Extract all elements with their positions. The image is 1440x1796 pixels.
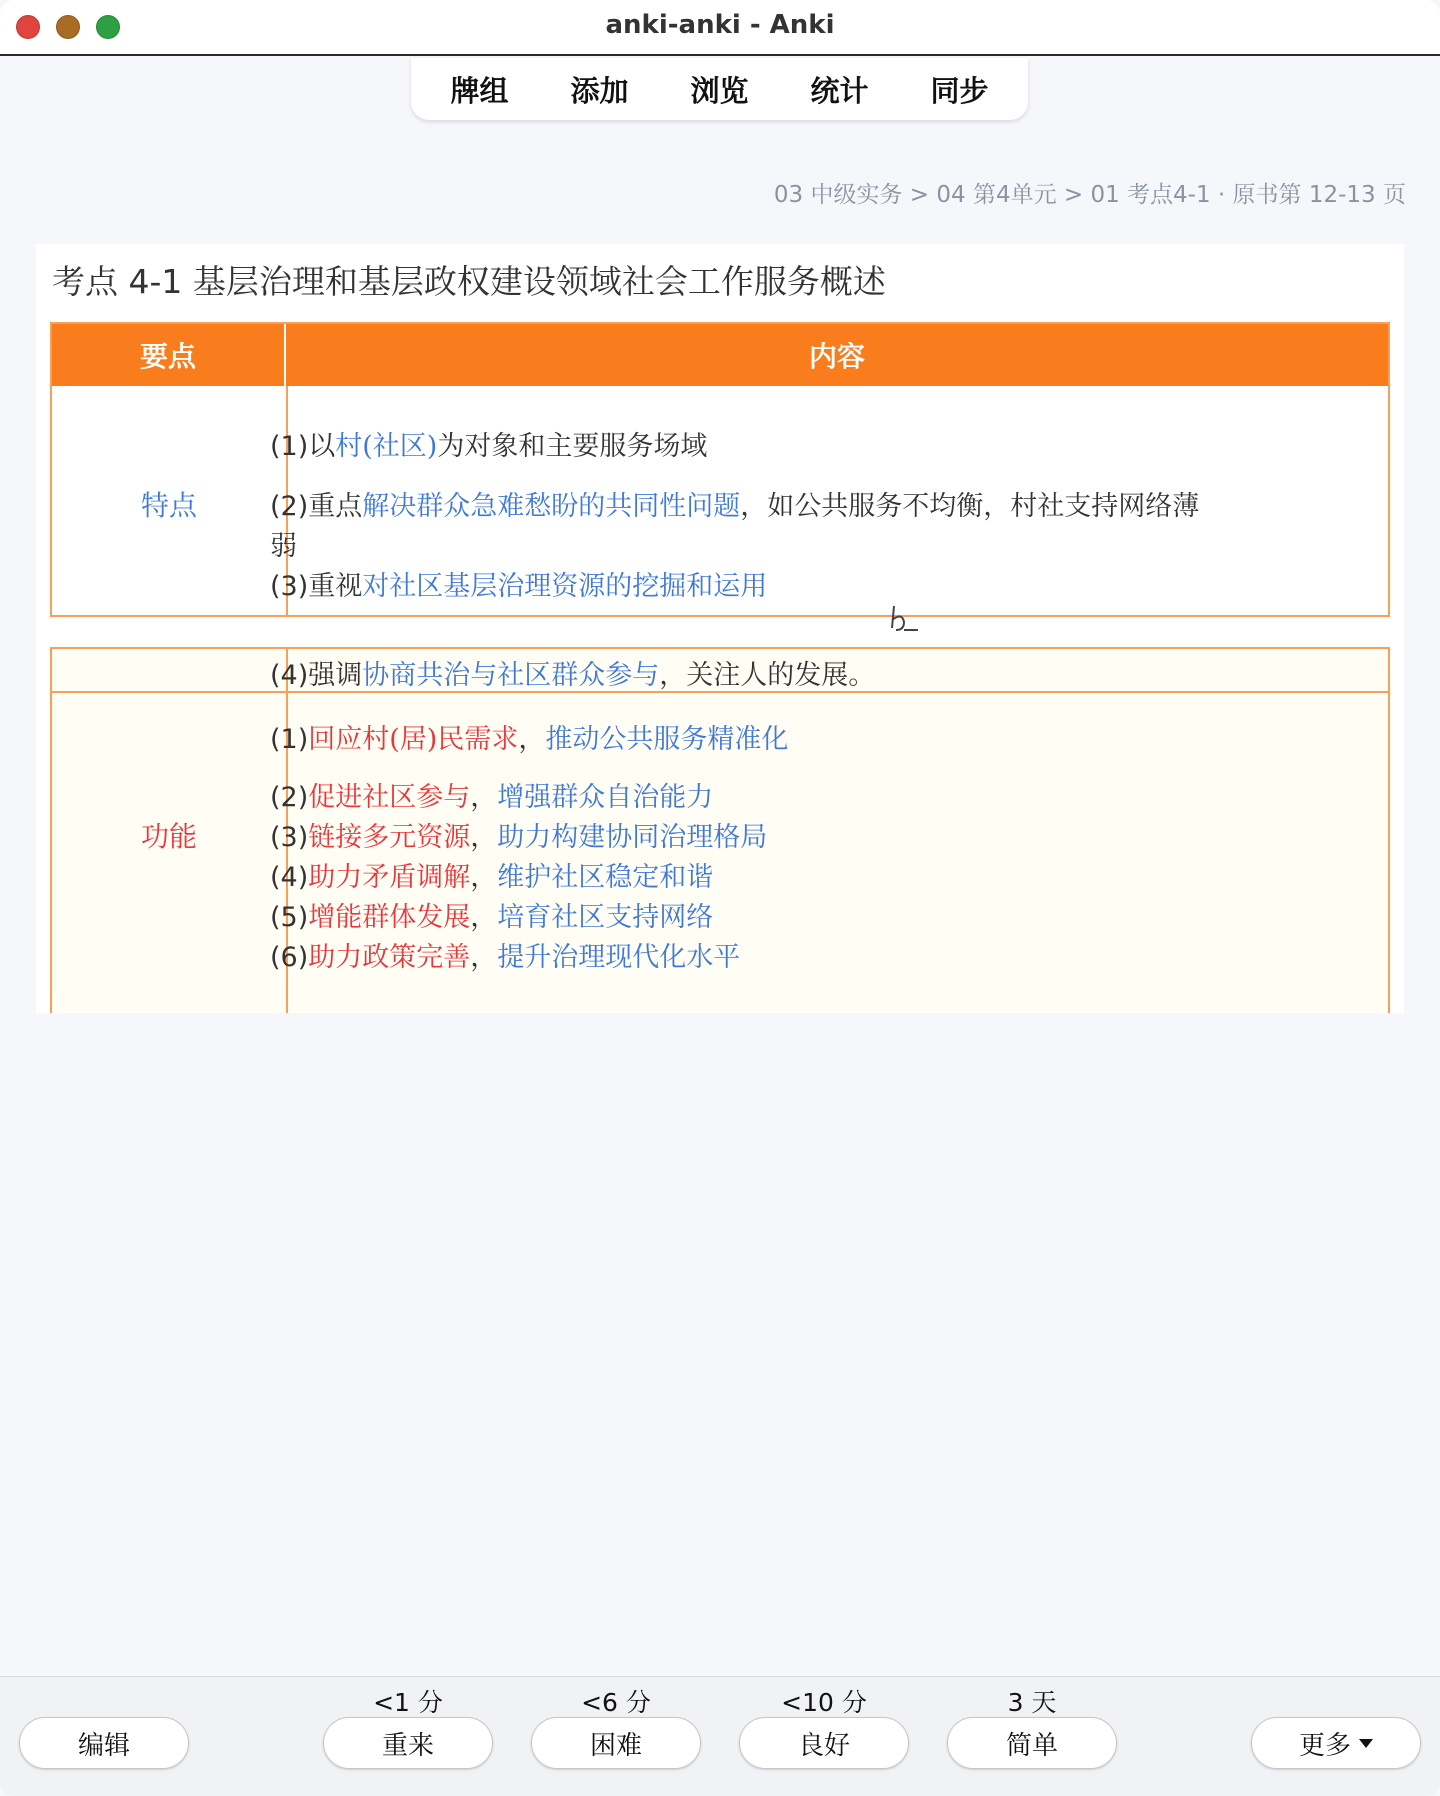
function-line-6: (6)助力政策完善，提升治理现代化水平 <box>270 942 741 973</box>
function-line-4: (4)助力矛盾调解，维护社区稳定和谐 <box>270 862 714 893</box>
more-button[interactable] <box>1251 1717 1421 1769</box>
header-key: 要点 <box>52 324 286 386</box>
card-heading: 考点 4-1 基层治理和基层政权建设领域社会工作服务概述 <box>52 262 886 301</box>
easy-interval: 3 天 <box>1007 1688 1057 1717</box>
feature-line-2: (2)重点解决群众急难愁盼的共同性问题，如公共服务不均衡，村社支持网络薄 <box>270 491 1200 522</box>
card-content <box>36 244 1404 1013</box>
good-interval: <10 分 <box>781 1688 867 1717</box>
title-bar <box>0 0 1440 56</box>
feature-line-3: (3)重视对社区基层治理资源的挖掘和运用 <box>270 571 768 602</box>
row-divider <box>52 691 1388 693</box>
function-table <box>50 647 1390 1013</box>
feature-table <box>50 322 1390 617</box>
card-breadcrumb: 03 中级实务 > 04 第4单元 > 01 考点4-1 · 原书第 12-13 页 <box>773 182 1406 208</box>
dropdown-caret-icon <box>1359 1739 1373 1748</box>
function-line-3: (3)链接多元资源，助力构建协同治理格局 <box>270 822 768 853</box>
good-button[interactable]: 良好 <box>739 1717 909 1769</box>
handwritten-mark-icon <box>888 600 928 636</box>
toolbar-add[interactable]: 添加 <box>570 73 629 108</box>
header-content: 内容 <box>808 340 865 373</box>
again-button[interactable]: 重来 <box>323 1717 493 1769</box>
toolbar-decks[interactable]: 牌组 <box>450 73 509 108</box>
more-button-label: 更多 <box>1298 1730 1351 1761</box>
toolbar-stats[interactable]: 统计 <box>810 73 869 108</box>
answer-bar <box>0 1676 1440 1796</box>
hard-interval: <6 分 <box>581 1688 651 1717</box>
hard-button[interactable]: 困难 <box>531 1717 701 1769</box>
feature-line-2-cont: 弱 <box>270 531 297 562</box>
again-interval: <1 分 <box>373 1688 443 1717</box>
feature-label: 特点 <box>140 489 197 522</box>
main-toolbar <box>411 58 1028 120</box>
toolbar-browse[interactable]: 浏览 <box>690 73 749 108</box>
edit-button[interactable]: 编辑 <box>19 1717 189 1769</box>
table-header <box>52 324 1388 386</box>
function-line-5: (5)增能群体发展，培育社区支持网络 <box>270 902 714 933</box>
feature-line-1: (1)以村(社区)为对象和主要服务场域 <box>270 431 708 462</box>
feature-line-4: (4)强调协商共治与社区群众参与，关注人的发展。 <box>270 660 876 691</box>
window-title: anki-anki - Anki <box>605 10 835 40</box>
function-label: 功能 <box>140 820 197 853</box>
toolbar-sync[interactable]: 同步 <box>930 73 989 108</box>
function-line-2: (2)促进社区参与，增强群众自治能力 <box>270 782 714 813</box>
function-line-1: (1)回应村(居)民需求，推动公共服务精准化 <box>270 724 789 755</box>
easy-button[interactable]: 简单 <box>947 1717 1117 1769</box>
